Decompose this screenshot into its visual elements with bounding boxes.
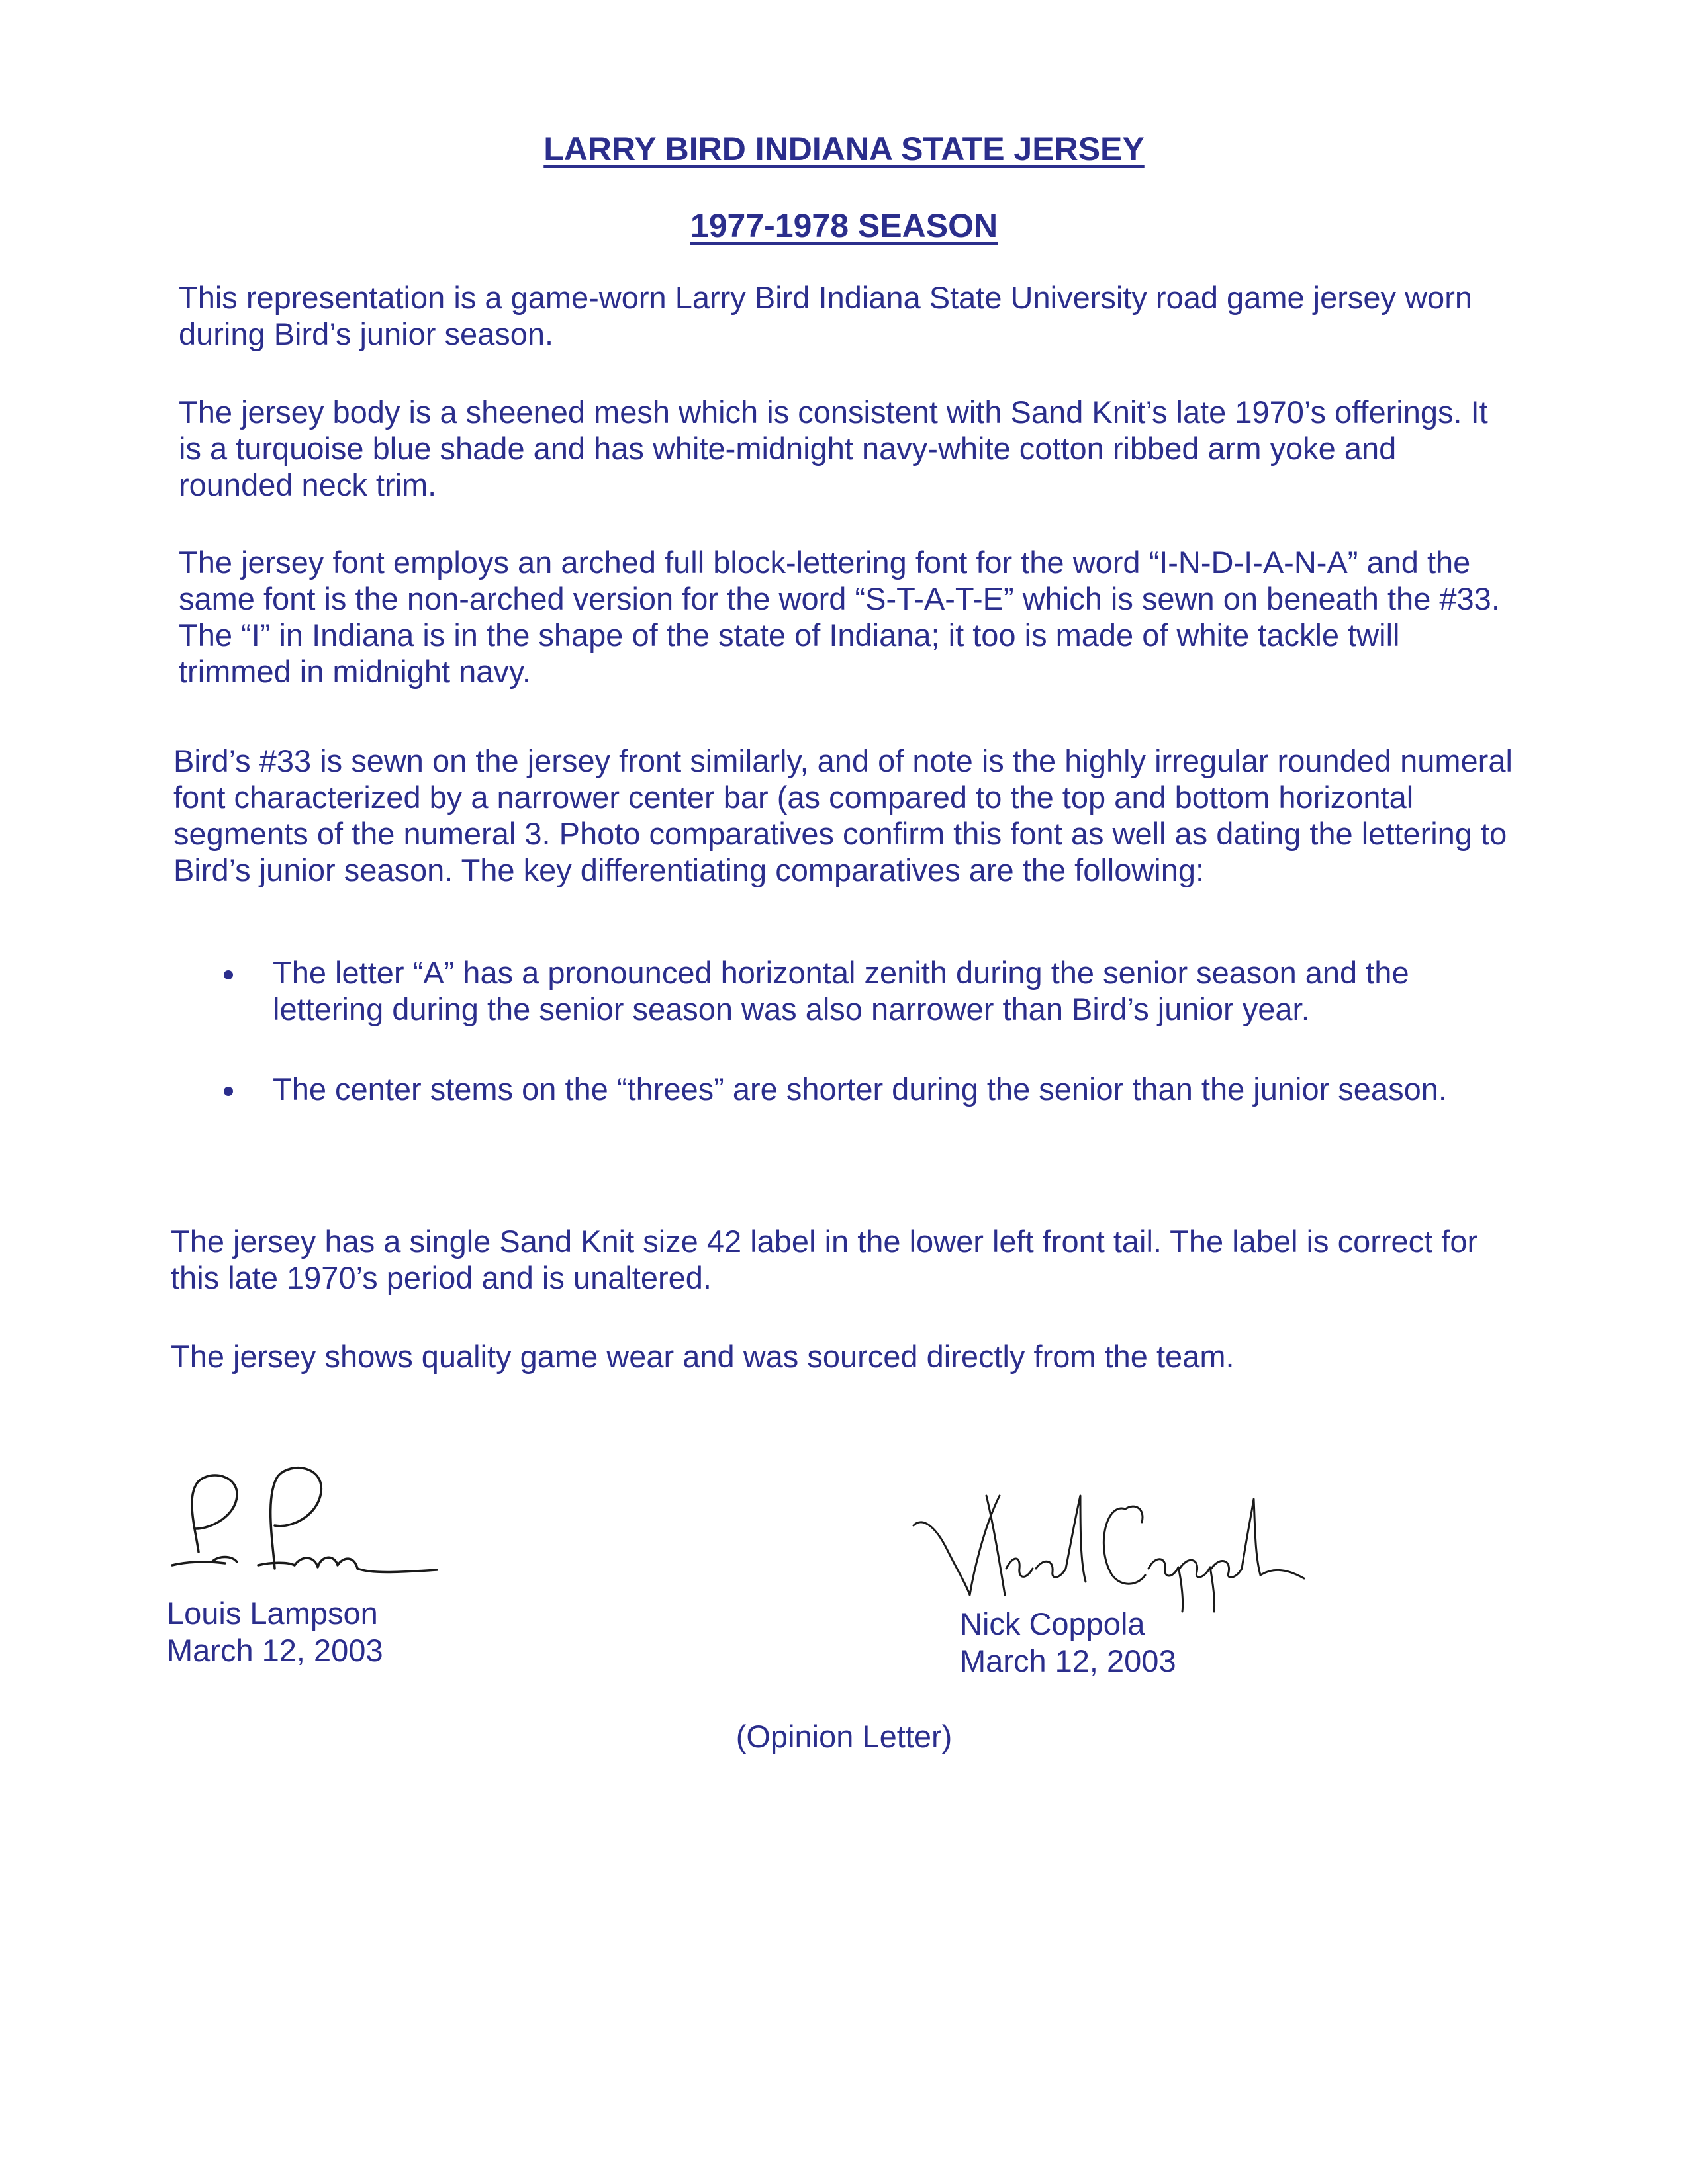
paragraph-label: The jersey has a single Sand Knit size 42 label in the lower left front tail. The label is correct for this late 1970’s period and is unaltered. xyxy=(171,1224,1478,1295)
paragraph-jersey-font: The jersey font employs an arched full block-lettering font for the word “I-N-D-I-A-N-A” and the same font is the non-arched version for the word “S-T-A-T-E” which is sewn on beneath the #33. The “I” in Indiana is in the shape of the state of Indiana; it too is made of white tackle twill trimmed in midnight navy. xyxy=(179,545,1500,689)
bullet-dot-icon xyxy=(224,970,233,979)
signatory-left-date: March 12, 2003 xyxy=(167,1633,383,1668)
signature-left-handwritten xyxy=(159,1456,450,1608)
paragraph-jersey-body: The jersey body is a sheened mesh which is consistent with Sand Knit’s late 1970’s offerings. It is a turquoise blue shade and has white-midnight navy-white cotton ribbed arm yoke and rounded neck trim. xyxy=(179,394,1488,502)
signatory-right xyxy=(960,1606,1176,1680)
paragraph-game-wear: The jersey shows quality game wear and was sourced directly from the team. xyxy=(171,1339,1235,1374)
signatory-left-name: Louis Lampson xyxy=(167,1596,378,1631)
bullet-dot-icon xyxy=(224,1087,233,1096)
document-subtitle: 1977-1978 SEASON xyxy=(690,207,998,244)
signatory-left xyxy=(167,1595,383,1669)
paragraph-representation: This representation is a game-worn Larry Bird Indiana State University road game jersey worn during Bird’s junior season. xyxy=(179,280,1472,351)
signatory-right-date: March 12, 2003 xyxy=(960,1643,1176,1678)
document-title: LARRY BIRD INDIANA STATE JERSEY xyxy=(543,130,1145,167)
bullet-text: The center stems on the “threes” are shorter during the senior than the junior season. xyxy=(273,1071,1447,1107)
bullet-text: The letter “A” has a pronounced horizontal zenith during the senior season and the lettering during the senior season was also narrower than Bird’s junior year. xyxy=(273,955,1409,1026)
opinion-letter-note: (Opinion Letter) xyxy=(735,1719,953,1754)
paragraph-numeral-font: Bird’s #33 is sewn on the jersey front similarly, and of note is the highly irregular rounded numeral font characterized by a narrower center bar (as compared to the top and bottom horizontal segments of the numeral 3. Photo comparatives confirm this font as well as dating the lettering to Bird’s junior season. The key differentiating comparatives are the following: xyxy=(173,743,1513,887)
signatory-right-name: Nick Coppola xyxy=(960,1606,1145,1641)
signature-right-handwritten xyxy=(907,1469,1317,1615)
